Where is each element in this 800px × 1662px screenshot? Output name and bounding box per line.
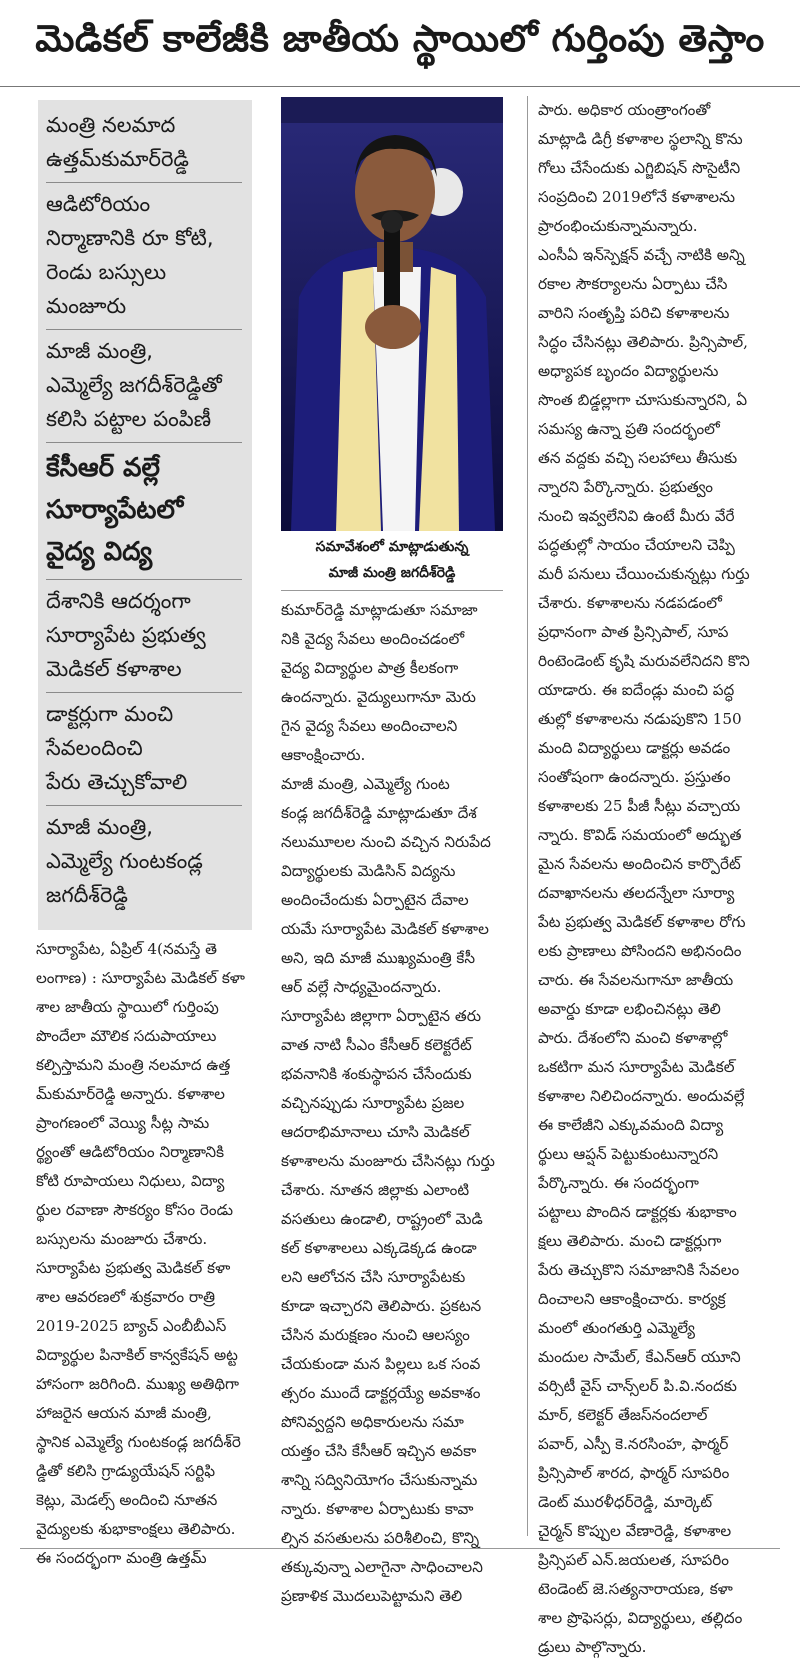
caption-line: మాజీ మంత్రి జగదీశ్‌రెడ్డి [328,565,456,581]
article-line: దించాలని ఆకాంక్షించారు. కార్యక్ర [538,1290,726,1308]
article-line: ర్థుల రవాణా సౌకర్యం కోసం రెండు [36,1201,234,1219]
article-line: గోలు చేసేందుకు ఎగ్జిబిషన్ సొసైటీని [538,159,741,177]
article-line: మంలో తుంగతుర్తి ఎమ్మెల్యే [538,1319,695,1337]
article-line: శాల జాతీయ స్థాయిలో గుర్తింపు [36,998,219,1016]
highlight-line: దేశానికి ఆదర్శంగా [46,589,191,613]
article-line: వసతులు ఉండాలి, రాష్ట్రంలో మెడి [281,1210,483,1228]
article-line: పవార్, ఎస్పీ కె.నరసింహ, ఫార్మర్ [538,1435,729,1453]
article-line: వారిని సంతృప్తి పరిచి కళాశాలను [538,304,730,322]
article-line: కళాశాల నిలిచిందన్నారు. అందువల్లే [538,1087,745,1105]
article-line: పేరు తెచ్చుకొని సమాజానికి సేవలం [538,1261,740,1279]
article-line: కళాశాలకు 25 పీజీ సీట్లు వచ్చాయ [538,797,741,815]
article-line: కోటి రూపాయలు నిధులు, విద్యా [36,1172,225,1190]
article-line: కల్పిస్తామని మంత్రి నలమాద ఉత్త [36,1056,231,1074]
article-line: ర్థ్యంతో ఆడిటోరియం నిర్మాణానికి [36,1143,225,1161]
article-line: ఎంసీఏ ఇన్‌స్పెక్షన్ వచ్చే నాటికి అన్ని [538,246,745,264]
article-line: వర్సిటీ వైస్ చాన్స్‌లర్ పి.వి.నందకు [538,1377,737,1395]
article-line: స్థానిక ఎమ్మెల్యే గుంటకండ్ల జగదీశ్‌రె [36,1433,241,1451]
article-line: లంగాణ) : సూర్యాపేట మెడికల్ కళా [36,969,245,987]
article-line: సూర్యాపేట ప్రభుత్వ మెడికల్ కళా [36,1259,231,1277]
article-line: రింటెండెంట్ కృషి మరువలేనిదని కొని [538,652,750,670]
article-line: కల్ కళాశాలలు ఎక్కడెక్కడ ఉండా [281,1239,477,1257]
article-line: వచ్చినప్పుడు సూర్యాపేట ప్రజల [281,1094,465,1112]
article-line: చేసిన మరుక్షణం నుంచి ఆలస్యం [281,1326,470,1344]
article-line: హాజరైన ఆయన మాజీ మంత్రి, [36,1404,212,1422]
highlight-line: ఉత్తమ్‌కుమార్‌రెడ్డి [46,147,189,171]
highlight-line: రెండు బస్సులు [46,260,167,284]
article-line: చేశారు. నూతన జిల్లాకు ఎలాంటి [281,1181,470,1199]
article-line: ప్రిన్సిపాల్ శారద, ఫార్మర్ సూపరిం [538,1464,730,1482]
highlights-sidebar [38,100,252,930]
article-line: అందించేందుకు ఏర్పాటైన దేవాల [281,891,469,909]
highlight-line: సేవలందించి [46,736,143,760]
speaker-photo [281,97,503,531]
highlight-line: నిర్మాణానికి రూ కోటి, [46,226,214,250]
sidebar-highlight [46,806,242,918]
article-line: వాత నాటి సీఎం కేసీఆర్ కలెక్టరేట్ [281,1036,472,1054]
article-line: మరీ పనులు చేయించుకున్నట్లు గుర్తు [538,565,750,583]
article-line: ఆకాంక్షించారు. [281,746,366,764]
article-line: నలుమూలల నుంచి వచ్చిన నిరుపేద [281,833,491,851]
highlight-line: మాజీ మంత్రి, [46,815,153,839]
article-line: త్సరం ముందే డాక్టర్లయ్యే అవకాశం [281,1384,481,1402]
article-line: సమస్య ఉన్నా ప్రతి సందర్భంలో [538,420,720,438]
highlight-line: ఆడిటోరియం [46,192,151,216]
caption-line: సమావేశంలో మాట్లాడుతున్న [315,539,469,555]
article-line: డెంట్ మురళీధర్‌రెడ్డి, మార్కెట్ [538,1493,713,1511]
article-line: సంతోషంగా ఉందన్నారు. ప్రస్తుతం [538,768,731,786]
highlight-line: కేసీఆర్ వల్లే [46,453,160,483]
article-line: చేశారు. కళాశాలను నడపడంలో [538,594,722,612]
article-line: చేయకుండా మన పిల్లలు ఒక సంవ [281,1355,481,1373]
sidebar-highlight [46,104,242,183]
photo-caption [281,534,503,591]
article-line: మైన సేవలను అందించిన కార్పొరేట్ [538,855,741,873]
article-line: న్నారు. కళాశాల ఏర్పాటుకు కావా [281,1500,474,1518]
highlight-line: ఎమ్మెల్యే జగదీశ్‌రెడ్డితో [46,373,222,397]
article-line: శాల ఆవరణలో శుక్రవారం రాత్రి [36,1288,216,1306]
article-line: ప్రధానంగా పాత ప్రిన్సిపాల్, సూప [538,623,729,641]
article-line: లని ఆలోచన చేసి సూర్యాపేటకు [281,1268,466,1286]
article-line: ప్రణాళిక మొదలుపెట్టామని తెలి [281,1587,463,1605]
article-line: కళాశాలను మంజూరు చేసినట్లు గుర్తు [281,1152,495,1170]
article-line: లకు ప్రాణాలు పోసిందని అభినందిం [538,942,742,960]
highlight-line: పేరు తెచ్చుకోవాలి [46,770,188,794]
highlight-line: వైద్య విద్య [46,537,153,567]
article-line: ఉందన్నారు. వైద్యులుగానూ మెరు [281,688,476,706]
article-line: వైద్య విద్యార్థుల పాత్ర కీలకంగా [281,659,459,677]
article-line: మార్, కలెక్టర్ తేజస్‌నందలాల్ [538,1406,708,1424]
article-line: నికి వైద్య సేవలు అందించడంలో [281,630,465,648]
sidebar-highlight [46,580,242,693]
highlight-line: సూర్యాపేట ప్రభుత్వ [46,623,206,647]
column-divider [527,96,528,1536]
article-line: శాన్ని సద్వినియోగం చేసుకున్నామ [281,1471,478,1489]
article-line: పద్ధతుల్లో సాయం చేయాలని చెప్పి [538,536,735,554]
article-line: కూడా ఇచ్చారని తెలిపారు. ప్రకటన [281,1297,482,1315]
article-line: యాడారు. ఈ ఐదేండ్లు మంచి పద్ధ [538,681,735,699]
article-line: ప్రారంభించుకున్నామన్నారు. [538,217,698,235]
article-line: పోనివ్వద్దని అధికారులను సమా [281,1413,464,1431]
article-column-3 [538,96,768,1662]
article-line: ఆర్ వల్లే సాధ్యమైందన్నారు. [281,978,442,996]
article-line: దవాఖానలను తలదన్నేలా సూర్యా [538,884,735,902]
article-line: ఈ కాలేజీని ఎక్కువమంది విద్యా [538,1116,724,1134]
article-line: ప్రాంగణంలో వెయ్యి సీట్ల సామ [36,1114,210,1132]
highlight-line: మాజీ మంత్రి, [46,339,153,363]
article-line: గైన వైద్య సేవలు అందించాలని [281,717,458,735]
article-line: సూర్యాపేట, ఏప్రిల్ 4(నమస్తే తె [36,940,217,958]
article-line: యత్తం చేసి కేసీఆర్ ఇచ్చిన అవకా [281,1442,477,1460]
article-line: సంప్రదించి 2019లోనే కళాశాలను [538,188,735,206]
highlight-line: ఎమ్మెల్యే గుంటకండ్ల [46,849,203,873]
article-line: మందుల సామేల్, కేఎన్‌ఆర్ యూని [538,1348,741,1366]
article-line: న్నారు. కొవిడ్ సమయంలో అద్భుత [538,826,742,844]
article-line: న్నారని పేర్కొన్నారు. ప్రభుత్వం [538,478,713,496]
article-line: సిద్ధం చేసినట్లు తెలిపారు. ప్రిన్సిపాల్, [538,333,748,351]
article-line: హాసంగా జరిగింది. ముఖ్య అతిథిగా [36,1375,240,1393]
highlight-line: జగదీశ్‌రెడ్డి [46,883,128,907]
article-column-2 [281,596,513,1611]
article-line: పొందేలా మౌలిక సదుపాయాలు [36,1027,217,1045]
headline: మెడికల్ కాలేజీకి జాతీయ స్థాయిలో గుర్తింపు తెస్తాం [0,0,800,87]
highlight-line: మంత్రి నలమాద [46,113,176,137]
article-line: ఆదరాభిమానాలు చూసి మెడికల్ [281,1123,470,1141]
article-line: ఒకటిగా మన సూర్యాపేట మెడికల్ [538,1058,735,1076]
article-line: పట్టాలు పొందిన డాక్టర్లకు శుభాకాం [538,1203,737,1221]
article-line: విద్యార్థుల పినాకిల్ కాన్వకేషన్ అట్ట [36,1346,238,1364]
article-line: టెండెంట్ జె.సత్యనారాయణ, కళా [538,1580,733,1598]
article-line: ప్రిన్సిపల్ ఎన్.జయలత, సూపరిం [538,1551,729,1569]
article-line: పేర్కొన్నారు. ఈ సందర్భంగా [538,1174,699,1192]
article-line: పేట ప్రభుత్వ మెడికల్ కళాశాల రోగు [538,913,746,931]
highlight-line: సూర్యాపేటలో [46,495,184,525]
article-line: బస్సులను మంజూరు చేశారు. [36,1230,208,1248]
sidebar-highlight [46,183,242,330]
article-line: తన వద్దకు వచ్చి సలహాలు తీసుకు [538,449,738,467]
article-line: పారు. దేశంలోని మంచి కళాశాల్లో [538,1029,728,1047]
article-line: కెట్లు, మెడల్స్ అందించి నూతన [36,1491,218,1509]
article-line: డ్డితో కలిసి గ్రాడ్యుయేషన్ సర్టిఫి [36,1462,216,1480]
article-line: మాట్లాడి డిగ్రీ కళాశాల స్థలాన్ని కొను [538,130,743,148]
article-line: పారు. అధికార యంత్రాంగంతో [538,101,711,119]
article-column-1 [36,935,262,1573]
highlight-line: మెడికల్ కళాశాల [46,657,182,681]
article-line: మంది విద్యార్థులు డాక్టర్లు అవడం [538,739,731,757]
article-line: తుల్లో కళాశాలను నడుపుకొని 150 [538,710,742,728]
article-line: డ్రులు పాల్గొన్నారు. [538,1638,647,1656]
article-line: వైద్యులకు శుభాకాంక్షలు తెలిపారు. [36,1520,236,1538]
article-line: చారు. ఈ సేవలనుగానూ జాతీయ [538,971,734,989]
highlight-line: కలిసి పట్టాల పంపిణీ [46,407,212,431]
article-line: ల్సిన వసతులను పరిశీలించి, కొన్ని [281,1529,480,1547]
article-line: మ్‌కుమార్‌రెడ్డి అన్నారు. కళాశాల [36,1085,225,1103]
article-line: నుంచి ఇవ్వలేనివి ఉంటే మీరు వేరే [538,507,735,525]
article-line: ఈ సందర్భంగా మంత్రి ఉత్తమ్ [36,1549,207,1567]
article-line: 2019-2025 బ్యాచ్ ఎంబీబీఎస్ [36,1317,227,1335]
article-line: చైర్మన్ కొప్పుల వేణారెడ్డి, కళాశాల [538,1522,732,1540]
article-line: కుమార్‌రెడ్డి మాట్లాడుతూ సమాజా [281,601,478,619]
article-line: ర్థులు ఆప్షన్ పెట్టుకుంటున్నారని [538,1145,719,1163]
article-line: తక్కువున్నా ఎలాగైనా సాధించాలని [281,1558,483,1576]
article-line: అధ్యాపక బృందం విద్యార్థులను [538,362,719,380]
article-line: శాల ప్రొఫెసర్లు, విద్యార్థులు, తల్లిదం [538,1609,743,1627]
article-line: భవనానికి శంకుస్థాపన చేసేందుకు [281,1065,472,1083]
article-line: కండ్ల జగదీశ్‌రెడ్డి మాట్లాడుతూ దేశ [281,804,477,822]
highlight-line: డాక్టర్లుగా మంచి [46,702,174,726]
article-line: మాజీ మంత్రి, ఎమ్మెల్యే గుంట [281,775,450,793]
article-line: యమే సూర్యాపేట మెడికల్ కళాశాల [281,920,489,938]
article-line: సూర్యాపేట జిల్లాగా ఏర్పాటైన తరు [281,1007,481,1025]
article-line: రకాల సౌకర్యాలను ఏర్పాటు చేసి [538,275,728,293]
bottom-rule [20,1548,780,1549]
sidebar-highlight [46,693,242,806]
article-line: అవార్డు కూడా లభించినట్లు తెలి [538,1000,721,1018]
article-line: సొంత బిడ్డల్లాగా చూసుకున్నారని, ఏ [538,391,748,409]
article-line: క్షలు తెలిపారు. మంచి డాక్టర్లుగా [538,1232,722,1250]
sidebar-highlight [46,330,242,443]
sidebar-highlight [46,443,242,580]
article-line: అని, ఇది మాజీ ముఖ్యమంత్రి కేసీ [281,949,475,967]
article-line: విద్యార్థులకు మెడిసిన్ విద్యను [281,862,456,880]
highlight-line: మంజూరు [46,294,127,318]
